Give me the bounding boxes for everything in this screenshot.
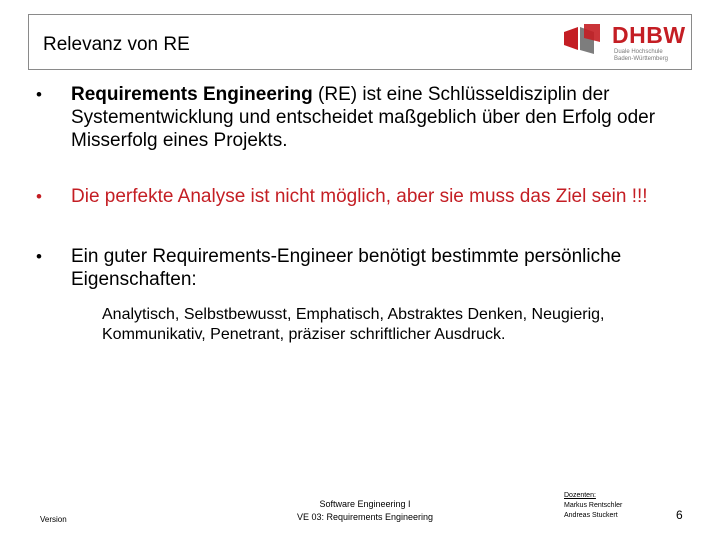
logo-subtitle [614,49,668,63]
footer-course [260,498,470,524]
bullet-marker: • [36,187,42,206]
footer-course-line2: VE 03: Requirements Engineering [296,512,434,522]
logo-subtitle-line2: Baden-Württemberg [614,55,669,62]
bullet-text: Die perfekte Analyse ist nicht möglich, aber sie muss das Ziel sein !!! [71,186,648,207]
footer-version: Version [40,515,67,524]
footer-course-line1: Software Engineering I [319,499,411,509]
footer-lecturer-1: Markus Rentschler [564,502,623,509]
bullet-marker: • [36,247,42,266]
footer-lecturers [564,491,622,521]
bullet-marker: • [36,85,42,104]
footer-lecturer-2: Andreas Stuckert [564,512,618,519]
dhbw-logo [564,22,686,64]
bullet-text: Ein guter Requirements-Engineer benötigt bestimmte persönliche Eigenschaften: [71,246,622,290]
bullet-bold-text: Requirements Engineering [71,84,313,105]
bullet-list [36,83,696,345]
page-number: 6 [676,508,683,522]
logo-wordmark: DHBW [612,22,686,48]
logo-subtitle-line1: Duale Hochschule [614,49,663,55]
dhbw-logo-icon [564,24,608,54]
footer-lecturers-label: Dozenten: [564,492,596,499]
bullet-item [36,83,696,152]
sub-text: Analytisch, Selbstbewusst, Emphatisch, Abstraktes Denken, Neugierig, Kommunikativ, Penetrant, präziser schriftlicher Ausdruck. [102,306,605,343]
bullet-item-highlight [36,185,696,208]
slide-title: Relevanz von RE [43,34,190,55]
bullet-item [36,245,696,291]
bullet-text: (RE) ist eine Schlüsseldisziplin der Systementwicklung und entscheidet maßgeblich über den Erfolg oder Misserfolg eines Projekts. [71,84,656,151]
